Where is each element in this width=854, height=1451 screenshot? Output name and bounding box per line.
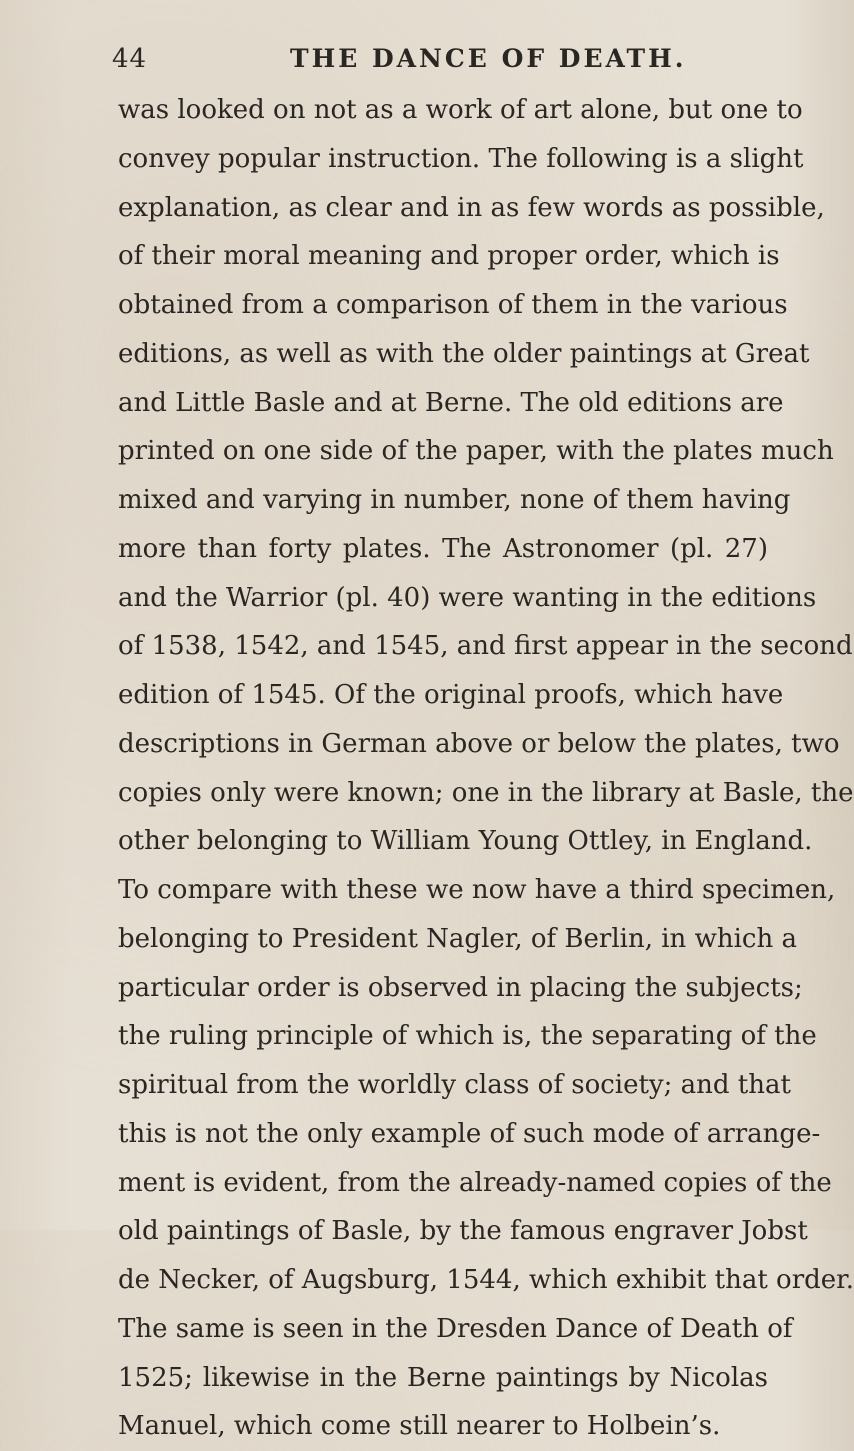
- page-header: [112, 44, 772, 90]
- text-line: descriptions in German above or below the plates, two: [118, 728, 840, 759]
- text-line: obtained from a comparison of them in the various: [118, 290, 788, 320]
- text-line: this is not the only example of such mode of arrange-: [118, 1118, 821, 1149]
- text-line: old paintings of Basle, by the famous engraver Jobst: [118, 1216, 808, 1247]
- text-line: spiritual from the worldly class of society; and that: [118, 1070, 791, 1100]
- text-line: other belonging to William Young Ottley, in England.: [118, 826, 813, 857]
- text-line: and Little Basle and at Berne. The old editions are: [118, 387, 784, 418]
- text-line: printed on one side of the paper, with the plates much: [118, 436, 834, 467]
- text-line: 1525; likewise in the Berne paintings by Nicolas: [118, 1362, 768, 1393]
- text-line: The same is seen in the Dresden Dance of Death of: [118, 1313, 793, 1344]
- text-line: edition of 1545. Of the original proofs, which have: [118, 680, 784, 710]
- running-title: THE DANCE OF DEATH.: [290, 44, 687, 73]
- text-line: of their moral meaning and proper order, which is: [118, 241, 780, 272]
- text-line: To compare with these we now have a third specimen,: [118, 875, 836, 905]
- text-line: copies only were known; one in the library at Basle, the: [118, 777, 854, 808]
- text-line-last: Manuel, which come still nearer to Holbein’s.: [118, 1411, 721, 1442]
- text-line: particular order is observed in placing the subjects;: [118, 972, 803, 1003]
- text-line: explanation, as clear and in as few words as possible,: [118, 192, 825, 223]
- text-line: mixed and varying in number, none of them having: [118, 485, 791, 515]
- body-paragraph: [118, 86, 854, 1451]
- text-line: was looked on not as a work of art alone, but one to: [118, 95, 803, 125]
- text-line: convey popular instruction. The following is a slight: [118, 143, 804, 174]
- text-line: de Necker, of Augsburg, 1544, which exhibit that order.: [118, 1265, 854, 1295]
- text-line: and the Warrior (pl. 40) were wanting in the editions: [118, 582, 817, 613]
- text-line: ment is evident, from the already-named copies of the: [118, 1167, 832, 1198]
- text-line: of 1538, 1542, and 1545, and first appear in the second: [118, 631, 853, 662]
- text-line: more than forty plates. The Astronomer (pl. 27): [118, 533, 768, 564]
- text-line: the ruling principle of which is, the separating of the: [118, 1021, 817, 1052]
- text-line: editions, as well as with the older paintings at Great: [118, 338, 810, 369]
- text-line: belonging to President Nagler, of Berlin, in which a: [118, 923, 797, 954]
- page-number: 44: [112, 44, 148, 74]
